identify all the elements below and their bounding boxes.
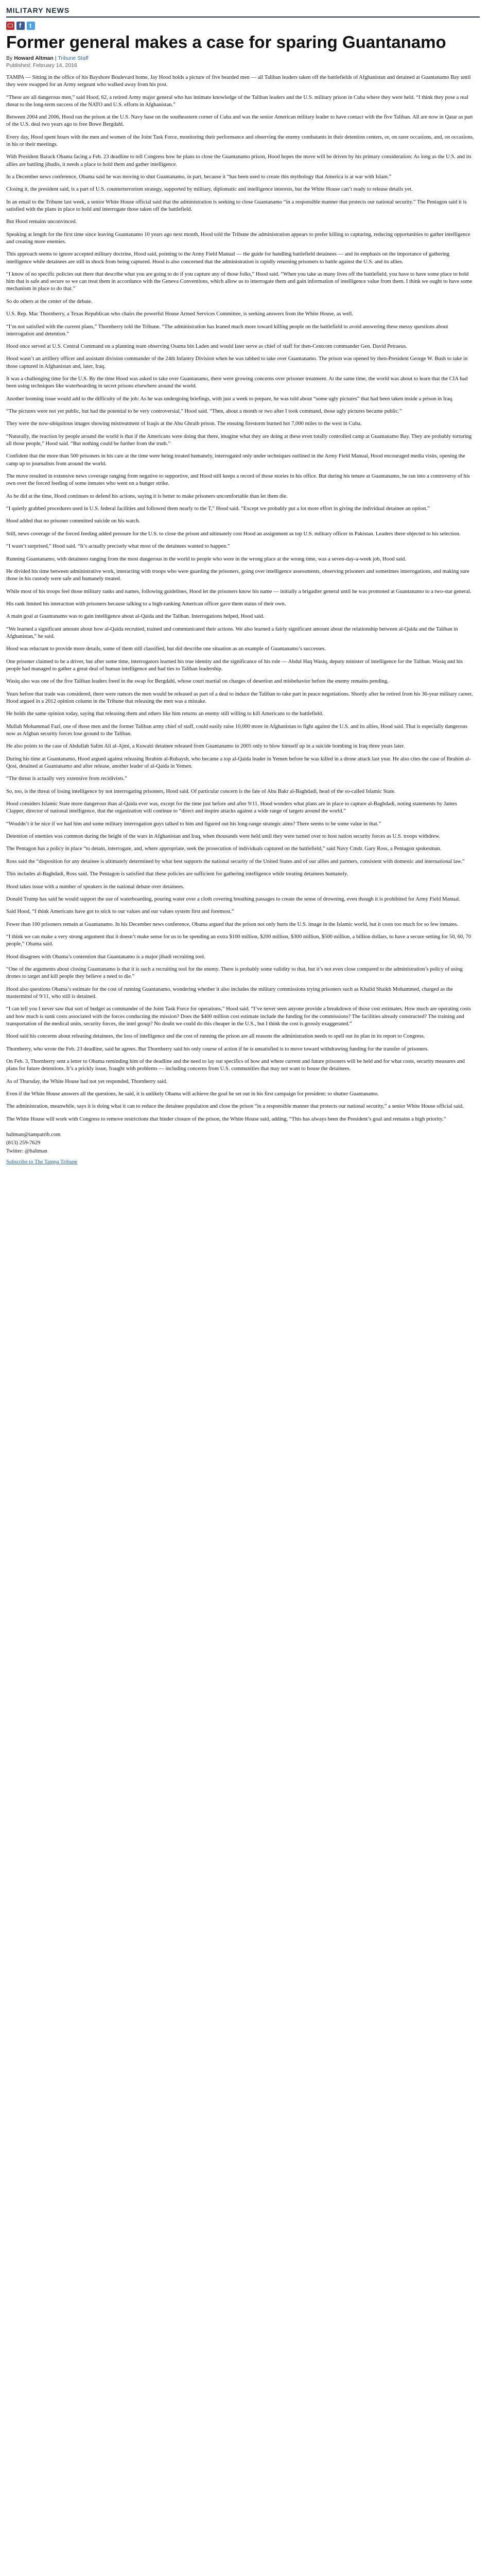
article-paragraph: The White House will work with Congress to remove restrictions that hinder closure of the prison, the White House said, adding, “This has always been the President’s goal and remains a high priority.” xyxy=(6,1116,446,1122)
byline-prefix: By xyxy=(6,55,13,61)
article-paragraph: Hood said his concerns about releasing detainees, the loss of intelligence and the cost of running the prison are all reasons the administration needs to spell out its plan in its report to Congress. xyxy=(6,1033,425,1040)
article-paragraph: He also points to the case of Abdullah Salim Ali al-Ajmi, a Kuwaiti detainee released from Guantanamo in 2005 only to blow himself up in a suicide bombing in Iraq three years later. xyxy=(6,743,405,750)
article-paragraph: Hood was reluctant to provide more details, some of them still classified, but did describe one situation as an example of Guantanamo’s successes. xyxy=(6,646,326,652)
article-paragraph: Thornberry, who wrote the Feb. 23 deadline, said he agrees. But Thornberry said his only course of action if he is unsatisfied is to move toward withdrawing funding for the transfer of prisoners. xyxy=(6,1046,429,1052)
facebook-icon[interactable] xyxy=(16,22,25,30)
author-email[interactable]: haltman@tampatrib.com xyxy=(6,1131,61,1138)
article-paragraph: As he did at the time, Hood continues to defend his actions, saying it is better to make prisoners uncomfortable than let them die. xyxy=(6,493,288,499)
email-icon[interactable] xyxy=(6,22,14,30)
article-paragraph: Hood considers Islamic State more dangerous than al-Qaida ever was, except for the time just before and after 9/11. Hood wonders what plans are in place to capture al-Baghdadi, noting statements by James Clapper, director of national intelligence, that the organization will continue to “direct and inspire attacks against a wide range of targets around the world.” xyxy=(6,801,457,815)
article-paragraph: Closing it, the president said, is a part of U.S. counterterrorism strategy, supported by military, diplomatic and intelligence interests, but the White House can’t ready to release details yet. xyxy=(6,187,413,193)
article-paragraph: “I can tell you I never saw that sort of budget as commander of the Joint Task Force for operations,” Hood said. “I’ve never seen anyone provide a breakdown of those cost estimates. How much are operating costs and how much is sunk costs associated with the forces conducting the mission? Does the $400 million cost estimate include the funding for the commissions? The facilities already constructed? The training and transportation of the medical units, security forces, the intel group? No doubt we could do this cheaper in the U.S., but I think the cost is grossly exaggerated.” xyxy=(6,1006,471,1027)
article-paragraph: As of Thursday, the White House had not yet responded, Thornberry said. xyxy=(6,1078,167,1084)
article-paragraph: During his time at Guantanamo, Hood argued against releasing Ibrahim al-Rubaysh, who became a top al-Qaida leader in Yemen before he was killed in a drone attack last year. He also cites the case of Ibrahim al-Qosi, detained at Guantanamo and after release, another leader of al-Qaida in Yemen. xyxy=(6,756,471,769)
article-paragraph: So do others at the center of the debate. xyxy=(6,298,93,304)
article-paragraph: “The pictures were not yet public, but had the potential to be very controversial,” Hood said. “Then, about a month or two after I took command, those ugly pictures became public.” xyxy=(6,409,402,415)
share-bar xyxy=(6,22,481,30)
article-paragraph: Hood disagrees with Obama’s contention that Guantanamo is a major jihadi recruiting tool. xyxy=(6,954,205,960)
article-paragraph: Hood also questions Obama’s estimate for the cost of running Guantanamo, wondering whether it also includes the military commissions trying prisoners such as Khalid Shaikh Mohammed, charged as the mastermind of 9/11, who still is detained. xyxy=(6,986,453,999)
published-date: Published: February 14, 2016 xyxy=(6,62,77,69)
article-paragraph: Hood takes issue with a number of speakers in the national debate over detainees. xyxy=(6,884,184,890)
article-paragraph: Even if the White House answers all the questions, he said, it is unlikely Obama will achieve the goal he set out in his first campaign for president: to shutter Guantanamo. xyxy=(6,1091,379,1097)
article-paragraph: But Hood remains unconvinced. xyxy=(6,219,77,225)
article-paragraph: He holds the same opinion today, saying that releasing them and others like him returns an enemy still willing to kill Americans to the battlefield. xyxy=(6,711,323,717)
article-paragraph: Still, news coverage of the forced feeding added pressure for the U.S. to close the prison and ultimately cost Hood an assignment as top U.S. military officer in Pakistan. Leaders there objected to his selection. xyxy=(6,531,461,537)
article-paragraph: The move resulted in extensive news coverage ranging from negative to supportive, and Hood still keeps a record of those stories in his office. But during his tenure at Guantanamo, he ran into a controversy of his own over the forced feeding of some inmates who went on a hunger strike. xyxy=(6,473,470,487)
article-paragraph: Donald Trump has said he would support the use of waterboarding, pouring water over a cloth covering breathing passages to create the sense of drowning, even though it is prohibited for Army Field Manual. xyxy=(6,896,461,902)
article-paragraph: While most of his troops feel those military ranks and names, following guidelines, Hood let the prisoners know his name — initially a brigadier general until he was promoted at Guantanamo to a two-star general. xyxy=(6,588,471,595)
article-paragraph: “I’m not satisfied with the current plans,” Thornberry told the Tribune. “The administration has leaned much more toward killing people on the battlefield to avoid answering these messy questions about interrogation and detention.” xyxy=(6,324,448,337)
article-paragraph: So, too, is the threat of losing intelligence by not interrogating prisoners, Hood said. Of particular concern is the fate of Abu Bakr al-Baghdadi, head of the so-called Islamic State. xyxy=(6,788,396,794)
author-phone: (813) 259-7629 xyxy=(6,1140,41,1146)
article-paragraph: “I quietly grabbed procedures used in U.S. federal facilities and followed them nearly to the T,” Hood said. “Except we probably put a lot more effort in giving the individual detainee an option.” xyxy=(6,506,430,512)
article-paragraph: They were the now-ubiquitous images showing mistreatment of Iraqis at the Abu Ghraib prison. The ensuing firestorm burned hot 7,000 miles to the west in Cuba. xyxy=(6,421,362,427)
byline-staff[interactable]: Tribune Staff xyxy=(58,55,89,61)
article-paragraph: TAMPA — Sitting in the office of his Bayshore Boulevard home, Jay Hood holds a picture of five bearded men — all Taliban leaders taken off the battlefields of Afghanistan and detained at Guantanamo Bay until they were swapped for an Army sergeant who walked away from his post. xyxy=(6,75,471,88)
article-paragraph: Ross said the “disposition for any detainee is ultimately determined by what best supports the national security of the United States and of our allies and partners, consistent with domestic and international law.” xyxy=(6,858,465,865)
article-paragraph: With President Barack Obama facing a Feb. 23 deadline to tell Congress how he plans to close the Guantanamo prison, Hood hopes the move will be driven by his primary consideration: As long as the U.S. and its allies are battling jihadis, it needs a place to hold them and gather intelligence. xyxy=(6,154,471,167)
article-paragraph: On Feb. 3, Thornberry sent a letter to Obama reminding him of the deadline and the need to lay out specifics of how and where current and future prisoners will be held and for what costs, security measures and plans for future detentions. It’s a prickly issue, fraught with problems — including concerns from U.S. communities that may not want to house the detainees. xyxy=(6,1058,465,1072)
article-paragraph: Said Hood, “I think Americans have got to stick to our values and our values system first and foremost.” xyxy=(6,909,234,915)
byline xyxy=(6,55,481,69)
article-paragraph: A main goal at Guantanamo was to gain intelligence about al-Qaida and the Taliban. Interrogations helped, Hood said. xyxy=(6,614,265,620)
subscribe-link[interactable]: Subscribe to The Tampa Tribune xyxy=(6,1159,78,1165)
headline: Former general makes a case for sparing Guantanamo xyxy=(6,32,446,52)
article-paragraph: Hood wasn’t an artillery officer and assistant division commander of the 24th Infantry Division when he was tabbed to take over Guantanamo. The prison was opened by then-President George W. Bush to take in those captured in Afghanistan and, later, Iraq. xyxy=(6,356,468,369)
article-paragraph: “I think we can make a very strong argument that it doesn’t make sense for us to be spending an extra $100 million, $200 million, $300 million, $500 million, a billion dollars, to have a secure setting for 50, 60, 70 people,” Obama said. xyxy=(6,934,471,947)
article-paragraph: “I know of no specific policies out there that describe what you are going to do if you capture any of those folks,” Hood said. “When you take as many lives off the battlefield, you have to have some place to hold him that is safe and secure so we can treat them in accordance with the Geneva Conventions, which allow us to interrogate them and gain information of intelligence value from them. I think we ought to have some mechanism in place to do that.” xyxy=(6,271,473,292)
article-page xyxy=(0,0,489,1165)
byline-author[interactable]: Howard Altman xyxy=(14,55,54,61)
article-paragraph: Every day, Hood spent hours with the men and women of the Joint Task Force, monitoring their performance and observing the enemy combatants in their detention centers, or, on rarer occasions, and, on occasions, in his or their meetings. xyxy=(6,134,474,147)
article-paragraph: Another looming issue would add to the difficulty of the job: As he was undergoing briefings, with just a week to prepare, he was told about “some ugly pictures” that had been taken inside a prison in Iraq. xyxy=(6,396,453,402)
article-paragraph: He divided his time between administrative work, interacting with troops who were guarding the prisoners, going over intelligence assessments, observing prisoners and sometimes interrogations, and making sure those in his custody were safe and humanely treated. xyxy=(6,568,469,582)
article-paragraph: Between 2004 and 2006, Hood ran the prison at the U.S. Navy base on the southeastern corner of Cuba and was the senior American military leader to have contact with the five Taliban. All are now in Qatar as part of the U.S. deal two years ago to free Bowe Bergdahl. xyxy=(6,114,473,128)
article-paragraph: Confident that the more than 500 prisoners in his care at the time were being treated humanely, interrogated only under techniques outlined in the Army Field Manual, Hood encouraged media visits, opening the camp up to journalists from around the world. xyxy=(6,453,465,467)
article-paragraph: Speaking at length for the first time since leaving Guantanamo 10 years ago next month, Hood told the Tribune the administration appears to prefer killing to capturing, reducing opportunities to gather intelligence and creating more enemies. xyxy=(6,231,470,245)
article-paragraph: This approach seems to ignore accepted military doctrine, Hood said, pointing to the Army Field Manual — the guide for handling battlefield detainees — and its emphasis on the importance of gathering intelligence while detainees are still in shock from being captured. Hood is also concerned that the administration is rapidly returning prisoners to battle against the U.S. and its allies. xyxy=(6,251,450,265)
section-label: MILITARY NEWS xyxy=(6,4,480,18)
article-paragraph: Years before that trade was considered, there were rumors the men would be released as part of a deal to induce the Taliban to take part in peace negotiations. Shortly after he retired from his 36-year military career, Hood argued in a 2012 opinion column in the Tribune that releasing the men was a mistake. xyxy=(6,691,473,704)
article-paragraph: The administration, meanwhile, says it is doing what it can to reduce the detainee population and close the prison “in a responsible manner that protects our national security,” a senior White House official said. xyxy=(6,1104,464,1110)
article-paragraph: This includes al-Baghdadi, Ross said. The Pentagon is satisfied that these policies are sufficient for gathering intelligence while treating detainees humanely. xyxy=(6,871,348,877)
article-paragraph: One prisoner claimed to be a driver, but after some time, interrogators learned his true identity and the significance of his role — Abdul Haq Wasiq, deputy minister of intelligence for the Taliban. Wasiq and his people had managed to gather a great deal of human intelligence and had ties to Taliban leadership. xyxy=(6,658,463,672)
article-paragraph: In an email to the Tribune last week, a senior White House official said that the administration is seeking to close Guantanamo “in a responsible manner that protects our national security.” The Pentagon said it is satisfied with the plans in place to hold and interrogate those taken off the battlefield. xyxy=(6,199,467,212)
article-paragraph: “Wouldn’t it be nice if we had him and some military interrogation guys talked to him and figured out his long-range strategic aims? There seems to be some value in that.” xyxy=(6,821,381,827)
article-paragraph: It was a challenging time for the U.S. By the time Hood was asked to take over Guantanamo, there were growing concerns over prisoner treatment. At the same time, the world was about to learn that the CIA had been using techniques like waterboarding in secret prisons elsewhere around the world. xyxy=(6,376,468,389)
article-paragraph: The Pentagon has a policy in place “to detain, interrogate, and, where appropriate, seek the prosecution of individuals captured on the battlefield,” said Navy Cmdr. Gary Ross, a Pentagon spokesman. xyxy=(6,846,442,852)
article-paragraph: Fewer than 100 prisoners remain at Guantanamo. In his December news conference, Obama argued that the prison not only hurts the U.S. image in the Islamic world, but it costs too much for so few inmates. xyxy=(6,921,458,927)
article-paragraph: Mullah Mohammad Fazl, one of those men and the former Taliban army chief of staff, could easily raise 10,000 more in Afghanistan to fight against the U.S. and its allies, Hood said. That is especially dangerous now as Afghan security forces lose ground to the Taliban. xyxy=(6,723,467,737)
author-twitter[interactable]: Twitter: @haltman xyxy=(6,1148,47,1155)
article-paragraph: In a December news conference, Obama said he was moving to shut Guantanamo, in part, because it “has been used to create this mythology that America is at war with Islam.” xyxy=(6,174,392,180)
article-body xyxy=(6,74,481,1123)
article-paragraph: “These are all dangerous men,” said Hood, 62, a retired Army major general who has intimate knowledge of the Taliban leaders and the U.S. military prison in Cuba where they were held. “I think they pose a real threat to the long-term success of the NATO and U.S. efforts in Afghanistan.” xyxy=(6,94,468,108)
article-paragraph: Hood added that no prisoner committed suicide on his watch. xyxy=(6,518,141,524)
article-paragraph: Wasiq also was one of the five Taliban leaders freed in the swap for Bergdahl, whose court martial on charges of desertion and misbehavior before the enemy remains pending. xyxy=(6,679,389,685)
article-paragraph: His rank limited his interaction with prisoners because talking to a high-ranking American officer gave them status of their own. xyxy=(6,601,286,607)
author-contact xyxy=(6,1131,481,1156)
article-paragraph: Detention of enemies was common during the height of the wars in Afghanistan and Iraq, when thousands were held until they were turned over to host nation security forces as U.S. troops withdrew. xyxy=(6,834,441,840)
article-paragraph: “I wasn’t surprised,” Hood said. “It’s actually precisely what most of the detainees wanted to happen.” xyxy=(6,544,230,550)
article-paragraph: “Naturally, the reaction by people around the world is that if the Americans were doing that there, imagine what they are doing at these even totally controlled camp at Guantanamo Bay. They are probably torturing all those people,” Hood said. “But nothing could be further from the truth.” xyxy=(6,433,472,447)
article-paragraph: Hood once served at U.S. Central Command on a planning team observing Osama bin Laden and would later serve as chief of staff for then-Centcom commander Gen. David Petraeus. xyxy=(6,344,407,350)
twitter-icon[interactable] xyxy=(27,22,35,30)
article-paragraph: Running Guantanamo, with detainees ranging from the most dangerous in the world to people who were in the wrong place at the wrong time, was a seven-day-a-week job, Hood said. xyxy=(6,556,406,562)
article-paragraph: “We learned a significant amount about how al-Qaida recruited, trained and communicated their actions. We also learned a fairly significant amount about the relationship between al-Qaida and the Taliban in Afghanistan,” he said. xyxy=(6,626,458,639)
article-paragraph: U.S. Rep. Mac Thornberry, a Texas Republican who chairs the powerful House Armed Services Committee, is seeking answers from the White House, as well. xyxy=(6,311,354,317)
article-paragraph: “The threat is actually very extensive from recidivists.” xyxy=(6,776,127,782)
article-paragraph: “One of the arguments about closing Guantanamo is that it is such a recruiting tool for the enemy. There is probably some validity to that, but it’s not even close compared to the administration’s policy of using drones to target and kill people they believe a need to die.” xyxy=(6,967,463,980)
byline-separator: | xyxy=(53,55,58,61)
